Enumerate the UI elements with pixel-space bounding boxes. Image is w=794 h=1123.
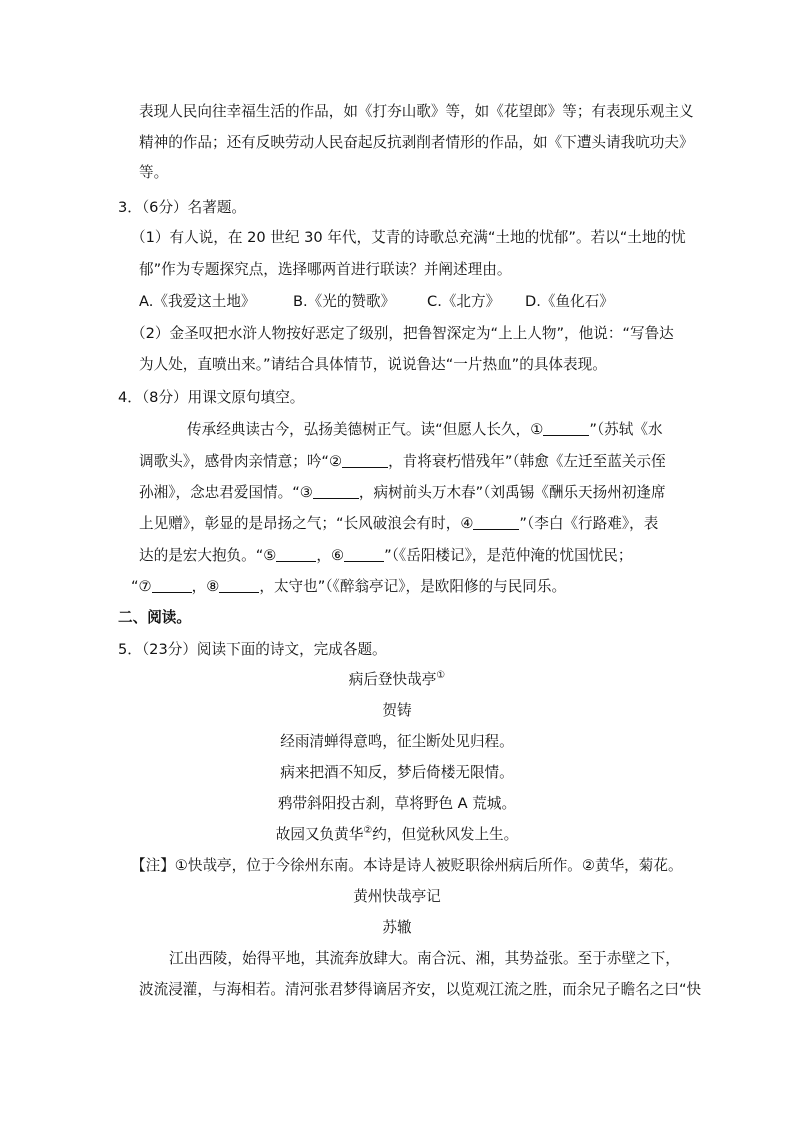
fill-text: ，⑧ (191, 578, 220, 595)
fill-blank-5[interactable] (276, 547, 316, 562)
poem-line-4 (0, 825, 794, 847)
fill-line-3 (139, 483, 666, 503)
question-3-2-line-b: 为人处，直喷出来。”请结合具体情节，说说鲁达“一片热血”的具体表现。 (139, 356, 607, 373)
poem-title (0, 670, 794, 692)
fill-line-1 (187, 420, 663, 440)
fill-text: 上见赠》，彰显的是昂扬之气；“长风破浪会有时，④ (139, 515, 474, 532)
prose-title: 黄州快哉亭记 (353, 888, 441, 905)
poem-line-4-text-a: 故园又负黄华 (275, 826, 364, 843)
fill-blank-3[interactable] (313, 484, 359, 499)
poem-author: 贺铸 (382, 702, 412, 719)
poem-line-4-text-b: 约，但觉秋风发上生。 (372, 826, 519, 843)
fill-line-5 (139, 546, 632, 566)
fill-text: 达的是宏大抱负。“⑤ (139, 547, 277, 564)
poem-title-text: 病后登快哉亭 (348, 671, 437, 688)
fill-blank-6[interactable] (344, 547, 384, 562)
prose-line-1: 江出西陵，始得平地，其流奔放肆大。南合沅、湘，其势益张。至于赤壁之下， (169, 950, 680, 967)
fill-line-4 (139, 514, 658, 534)
text-line-3: 等。 (139, 164, 169, 181)
fill-text: 孙湘》，念忠君爱国情。“③ (139, 484, 313, 501)
poem-note-mark: ① (436, 670, 446, 681)
question-5-heading: 5．（23分）阅读下面的诗文，完成各题。 (118, 641, 387, 658)
poem-line-1: 经雨清蝉得意鸣，征尘断处见归程。 (280, 733, 514, 750)
question-3-2-line-a: （2）金圣叹把水浒人物按好恶定了级别，把鲁智深定为“上上人物”，他说：“写鲁达 (131, 325, 674, 342)
poem-note: 【注】①快哉亭，位于今徐州东南。本诗是诗人被贬职徐州病后所作。②黄华，菊花。 (131, 857, 683, 874)
fill-text: “⑦ (131, 578, 152, 595)
prose-author: 苏辙 (382, 919, 412, 936)
prose-line-2: 波流浸灌，与海相若。清河张君梦得谪居齐安，以览观江流之胜，而余兄子瞻名之曰“快 (139, 981, 702, 998)
text-line-1: 表现人民向往幸福生活的作品，如《打夯山歌》等，如《花望郎》等；有表现乐观主义 (139, 103, 694, 120)
question-3-1-line-a: （1）有人说，在 20 世纪 30 年代，艾青的诗歌总充满“土地的忧郁”。若以“土地的忧 (131, 229, 686, 246)
poem-line-4-note-mark: ② (363, 825, 373, 836)
poem-line-2: 病来把酒不知反，梦后倚楼无限情。 (280, 764, 514, 781)
question-4-heading: 4．（8分）用课文原句填空。 (118, 389, 305, 406)
fill-text: ，⑥ (316, 547, 345, 564)
question-3-1-line-b: 郁”作为专题探究点，选择哪两首进行联读？并阐述理由。 (139, 261, 512, 278)
fill-text: 传承经典读古今，弘扬美德树正气。读“但愿人长久，① (187, 421, 544, 438)
fill-text: ，肯将衰朽惜残年”（韩愈《左迁至蓝关示侄 (388, 453, 666, 470)
option-a: A.《我爱这土地》 (139, 293, 256, 310)
fill-blank-1[interactable] (543, 421, 589, 436)
section-2-heading: 二、阅读。 (118, 609, 191, 626)
fill-text: ，病树前头万木春”（刘禹锡《酬乐天扬州初逢席 (358, 484, 666, 501)
fill-blank-4[interactable] (473, 515, 519, 530)
fill-text: ”（李白《行路难》，表 (519, 515, 659, 532)
fill-line-2 (139, 452, 666, 472)
question-3-heading: 3．（6分）名著题。 (118, 199, 247, 216)
fill-line-6 (131, 577, 566, 597)
fill-text: ”（苏轼《水 (589, 421, 663, 438)
option-b: B.《光的赞歌》 (293, 293, 396, 310)
fill-blank-2[interactable] (342, 453, 388, 468)
fill-text: ”（《岳阳楼记》，是范仲淹的忧国忧民； (384, 547, 633, 564)
fill-text: ，太守也”（《醉翁亭记》，是欧阳修的与民同乐。 (259, 578, 567, 595)
fill-text: 调歌头》，感骨肉亲情意；吟“② (139, 453, 343, 470)
fill-blank-7[interactable] (152, 578, 192, 593)
option-d: D.《鱼化石》 (525, 293, 614, 310)
text-line-2: 精神的作品；还有反映劳动人民奋起反抗剥削者情形的作品，如《下遭头请我吭功夫》 (139, 134, 694, 151)
option-c: C.《北方》 (427, 293, 501, 310)
fill-blank-8[interactable] (219, 578, 259, 593)
poem-line-3: 鸦带斜阳投古刹，草将野色 A 荒城。 (277, 795, 517, 812)
